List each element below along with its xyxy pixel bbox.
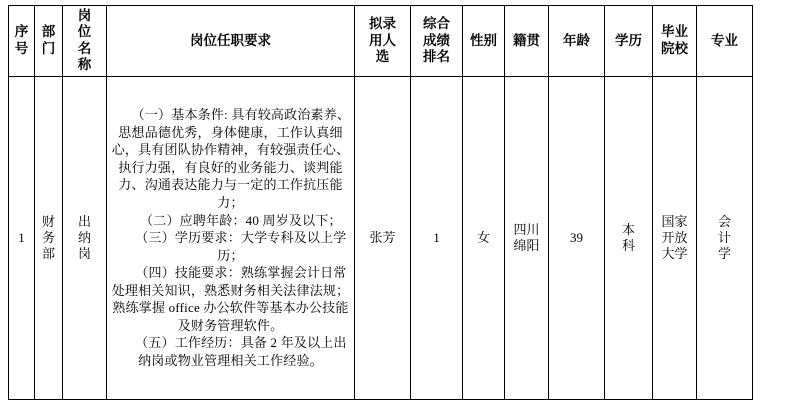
cell-age (549, 76, 605, 399)
header-gender-text: 性别 (470, 32, 497, 48)
cell-education (605, 76, 653, 399)
cell-post-text: 出纳岗 (78, 214, 92, 261)
header-post-text: 岗位名称 (77, 8, 92, 73)
cell-gender-text: 女 (476, 230, 490, 246)
header-native-place-text: 籍贯 (513, 32, 540, 48)
header-age (549, 6, 605, 77)
recruitment-table (8, 5, 793, 400)
header-gender (463, 6, 505, 77)
cell-dept-text: 财务部 (42, 214, 56, 261)
header-native-place (505, 6, 549, 77)
document-sheet (0, 5, 738, 405)
cell-requirements (107, 76, 355, 399)
cell-education-text: 本科 (622, 222, 636, 253)
header-seq-text: 序号 (14, 24, 29, 56)
header-education (605, 6, 653, 77)
cell-major (697, 76, 753, 399)
cell-seq-text: 1 (18, 230, 25, 246)
header-requirements (107, 6, 355, 77)
cell-major-text: 会计学 (718, 214, 732, 261)
cell-rank-text: 1 (433, 230, 440, 246)
header-post (63, 6, 107, 77)
cell-gender (463, 76, 505, 399)
header-age-text: 年龄 (563, 32, 590, 48)
header-major (697, 6, 753, 77)
header-school (653, 6, 697, 77)
cell-plan-text: 张芳 (369, 230, 396, 246)
requirement-item-1: （一）基本条件: 具有较高政治素养、思想品德优秀，身体健康，工作认真细心，具有团队协作精神，有较强责任心、执行力强，有良好的业务能力、谈判能力、沟通表达能力与一定的工作抗压能力； (111, 107, 351, 210)
cell-school (653, 76, 697, 399)
requirement-item-3: （三）学历要求：大学专科及以上学历； (135, 230, 347, 263)
header-school-text: 毕业院校 (661, 24, 688, 56)
header-rank-text: 综合成绩排名 (423, 15, 450, 65)
requirement-item-4: （四）技能要求：熟练掌握会计日常处理相关知识，熟悉财务相关法律法规；熟练掌握 office 办公软件等基本办公技能及财务管理软件。 (111, 265, 350, 333)
cell-native-place-text: 四川绵阳 (513, 221, 540, 253)
cell-post (63, 76, 107, 399)
header-dept (35, 6, 63, 77)
cell-rank (411, 76, 463, 399)
header-major-text: 专业 (711, 32, 738, 48)
cell-seq (9, 76, 35, 399)
header-education-text: 学历 (615, 32, 642, 48)
header-plan (355, 6, 411, 77)
table-row (9, 76, 793, 399)
cell-age-text: 39 (570, 230, 583, 246)
header-dept-text: 部门 (41, 24, 56, 56)
header-seq (9, 6, 35, 77)
cell-school-text: 国家开放大学 (661, 213, 688, 261)
cell-plan (355, 76, 411, 399)
header-plan-text: 拟录用人选 (369, 15, 396, 65)
requirement-item-2: （二）应聘年龄：40 周岁及以下； (140, 212, 342, 228)
header-requirements-text: 岗位任职要求 (190, 32, 271, 48)
cell-dept (35, 76, 63, 399)
cell-native-place (505, 76, 549, 399)
header-rank (411, 6, 463, 77)
table-header-row (9, 6, 793, 77)
requirement-item-5: （五）工作经历：具备 2 年及以上出纳岗或物业管理相关工作经验。 (135, 335, 347, 368)
